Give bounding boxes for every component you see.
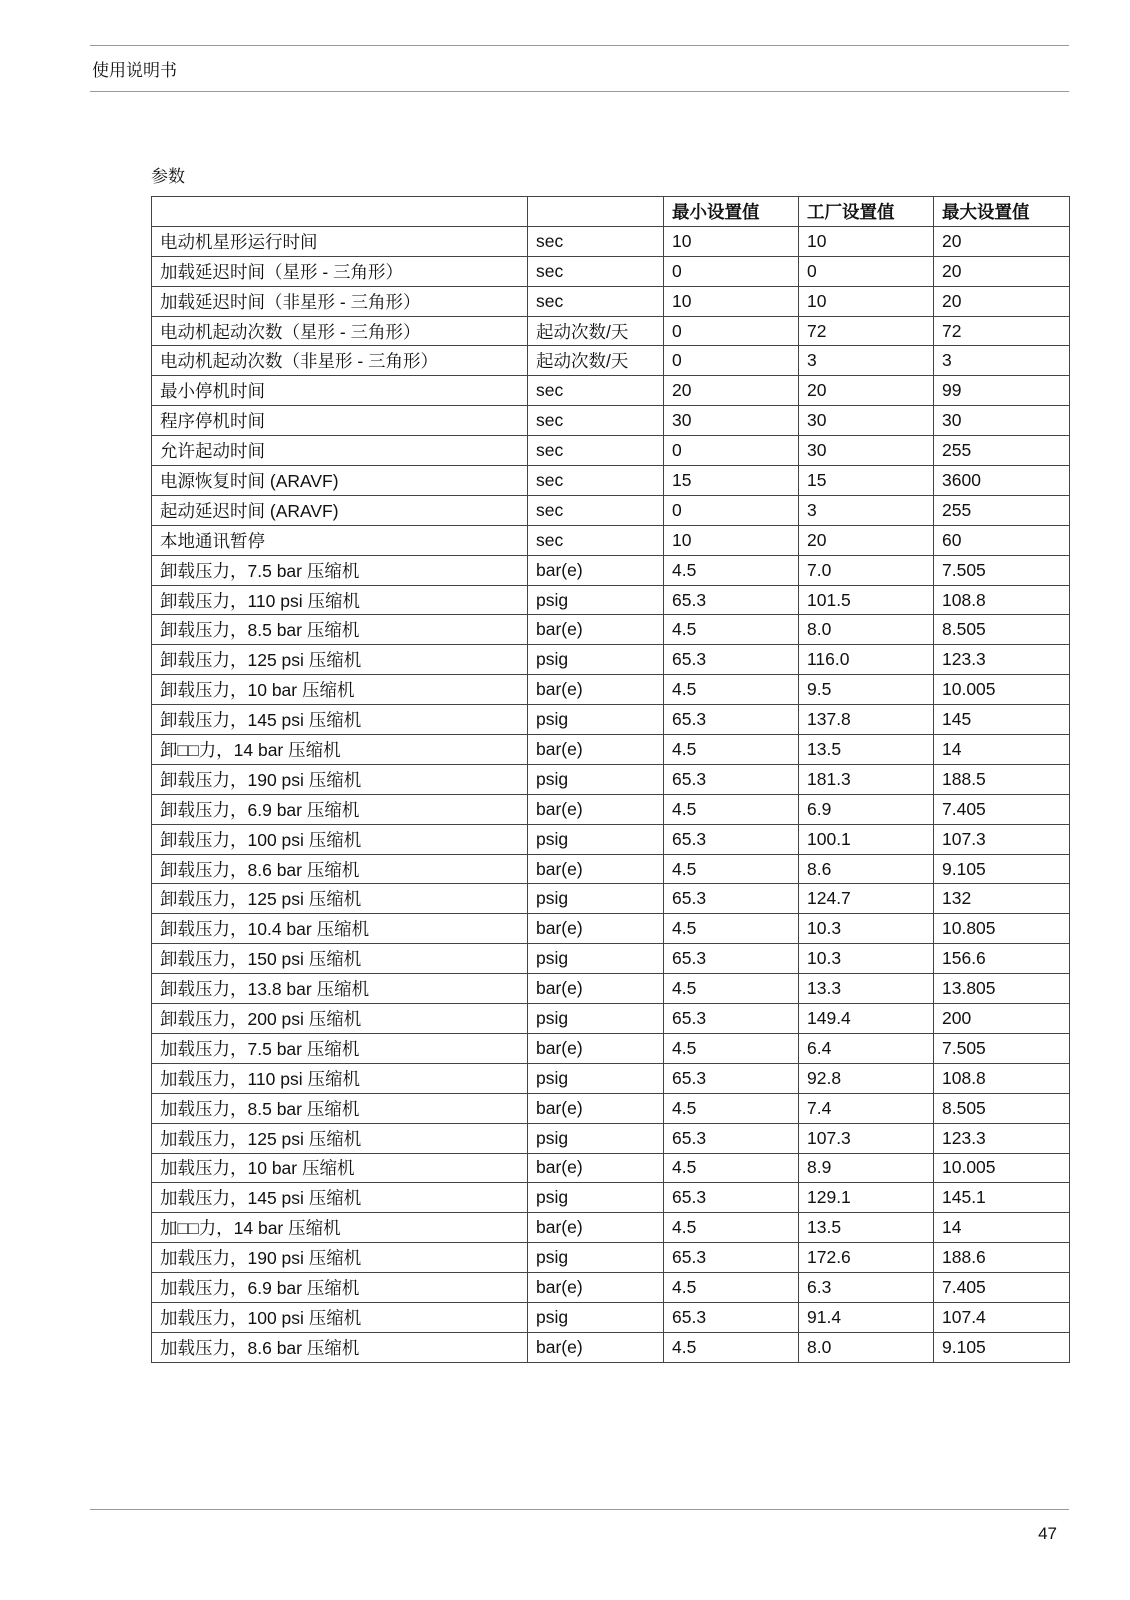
parameter-name-cell: 加载延迟时间（非星形 - 三角形） bbox=[152, 286, 528, 316]
unit-cell: psig bbox=[528, 585, 664, 615]
min-value-cell: 4.5 bbox=[664, 914, 799, 944]
parameter-name-cell: 加载压力，8.6 bar 压缩机 bbox=[152, 1332, 528, 1362]
page-number: 47 bbox=[1038, 1524, 1057, 1543]
parameter-name-cell: 本地通讯暂停 bbox=[152, 525, 528, 555]
max-value-cell: 60 bbox=[934, 525, 1070, 555]
max-value-cell: 145 bbox=[934, 705, 1070, 735]
table-row bbox=[152, 824, 1070, 854]
min-value-cell: 30 bbox=[664, 406, 799, 436]
max-value-cell: 30 bbox=[934, 406, 1070, 436]
min-value-cell: 0 bbox=[664, 495, 799, 525]
max-value-cell: 20 bbox=[934, 256, 1070, 286]
min-value-cell: 65.3 bbox=[664, 645, 799, 675]
table-row bbox=[152, 226, 1070, 256]
table-row bbox=[152, 1243, 1070, 1273]
max-value-cell: 255 bbox=[934, 436, 1070, 466]
factory-value-cell: 13.5 bbox=[799, 735, 934, 765]
parameter-name-cell: 加载延迟时间（星形 - 三角形） bbox=[152, 256, 528, 286]
unit-cell: psig bbox=[528, 1243, 664, 1273]
table-row bbox=[152, 256, 1070, 286]
min-value-cell: 0 bbox=[664, 346, 799, 376]
table-row bbox=[152, 1063, 1070, 1093]
max-value-cell: 7.505 bbox=[934, 1033, 1070, 1063]
unit-cell: sec bbox=[528, 406, 664, 436]
factory-value-cell: 10.3 bbox=[799, 944, 934, 974]
parameter-name-cell: 卸□□力，14 bar 压缩机 bbox=[152, 735, 528, 765]
unit-cell: psig bbox=[528, 944, 664, 974]
max-value-cell: 107.3 bbox=[934, 824, 1070, 854]
parameter-name-cell: 加载压力，10 bar 压缩机 bbox=[152, 1153, 528, 1183]
unit-cell: psig bbox=[528, 884, 664, 914]
column-header-min: 最小设置值 bbox=[664, 197, 799, 227]
factory-value-cell: 6.3 bbox=[799, 1273, 934, 1303]
parameter-name-cell: 加载压力，190 psi 压缩机 bbox=[152, 1243, 528, 1273]
factory-value-cell: 7.4 bbox=[799, 1093, 934, 1123]
column-header-max: 最大设置值 bbox=[934, 197, 1070, 227]
parameter-name-cell: 卸载压力，110 psi 压缩机 bbox=[152, 585, 528, 615]
min-value-cell: 65.3 bbox=[664, 944, 799, 974]
column-header-factory: 工厂设置值 bbox=[799, 197, 934, 227]
unit-cell: sec bbox=[528, 436, 664, 466]
min-value-cell: 4.5 bbox=[664, 735, 799, 765]
table-row bbox=[152, 1183, 1070, 1213]
factory-value-cell: 8.9 bbox=[799, 1153, 934, 1183]
min-value-cell: 0 bbox=[664, 316, 799, 346]
unit-cell: sec bbox=[528, 466, 664, 496]
min-value-cell: 65.3 bbox=[664, 1243, 799, 1273]
max-value-cell: 10.005 bbox=[934, 675, 1070, 705]
factory-value-cell: 72 bbox=[799, 316, 934, 346]
parameter-name-cell: 允许起动时间 bbox=[152, 436, 528, 466]
factory-value-cell: 172.6 bbox=[799, 1243, 934, 1273]
parameter-name-cell: 加载压力，6.9 bar 压缩机 bbox=[152, 1273, 528, 1303]
parameter-name-cell: 卸载压力，125 psi 压缩机 bbox=[152, 645, 528, 675]
min-value-cell: 65.3 bbox=[664, 1302, 799, 1332]
unit-cell: bar(e) bbox=[528, 675, 664, 705]
table-row bbox=[152, 735, 1070, 765]
parameter-name-cell: 加载压力，125 psi 压缩机 bbox=[152, 1123, 528, 1153]
min-value-cell: 65.3 bbox=[664, 1004, 799, 1034]
min-value-cell: 4.5 bbox=[664, 854, 799, 884]
table-row bbox=[152, 1033, 1070, 1063]
max-value-cell: 8.505 bbox=[934, 1093, 1070, 1123]
factory-value-cell: 137.8 bbox=[799, 705, 934, 735]
table-row bbox=[152, 346, 1070, 376]
min-value-cell: 15 bbox=[664, 466, 799, 496]
unit-cell: bar(e) bbox=[528, 555, 664, 585]
table-row bbox=[152, 286, 1070, 316]
parameter-name-cell: 电动机星形运行时间 bbox=[152, 226, 528, 256]
parameter-name-cell: 卸载压力，200 psi 压缩机 bbox=[152, 1004, 528, 1034]
unit-cell: bar(e) bbox=[528, 615, 664, 645]
min-value-cell: 65.3 bbox=[664, 1063, 799, 1093]
table-row bbox=[152, 585, 1070, 615]
unit-cell: bar(e) bbox=[528, 1153, 664, 1183]
max-value-cell: 255 bbox=[934, 495, 1070, 525]
factory-value-cell: 181.3 bbox=[799, 764, 934, 794]
factory-value-cell: 15 bbox=[799, 466, 934, 496]
factory-value-cell: 149.4 bbox=[799, 1004, 934, 1034]
max-value-cell: 3600 bbox=[934, 466, 1070, 496]
unit-cell: bar(e) bbox=[528, 1213, 664, 1243]
min-value-cell: 0 bbox=[664, 256, 799, 286]
max-value-cell: 7.505 bbox=[934, 555, 1070, 585]
max-value-cell: 123.3 bbox=[934, 1123, 1070, 1153]
table-row bbox=[152, 316, 1070, 346]
max-value-cell: 9.105 bbox=[934, 854, 1070, 884]
max-value-cell: 8.505 bbox=[934, 615, 1070, 645]
table-row bbox=[152, 436, 1070, 466]
column-header-name bbox=[152, 197, 528, 227]
factory-value-cell: 20 bbox=[799, 376, 934, 406]
parameter-name-cell: 加载压力，7.5 bar 压缩机 bbox=[152, 1033, 528, 1063]
table-row bbox=[152, 1004, 1070, 1034]
parameter-name-cell: 卸载压力，10 bar 压缩机 bbox=[152, 675, 528, 705]
parameter-name-cell: 加□□力，14 bar 压缩机 bbox=[152, 1213, 528, 1243]
parameter-name-cell: 起动延迟时间 (ARAVF) bbox=[152, 495, 528, 525]
max-value-cell: 14 bbox=[934, 735, 1070, 765]
max-value-cell: 123.3 bbox=[934, 645, 1070, 675]
table-row bbox=[152, 1273, 1070, 1303]
factory-value-cell: 91.4 bbox=[799, 1302, 934, 1332]
table-row bbox=[152, 555, 1070, 585]
unit-cell: bar(e) bbox=[528, 1332, 664, 1362]
factory-value-cell: 13.5 bbox=[799, 1213, 934, 1243]
factory-value-cell: 0 bbox=[799, 256, 934, 286]
min-value-cell: 10 bbox=[664, 226, 799, 256]
table-row bbox=[152, 705, 1070, 735]
factory-value-cell: 10 bbox=[799, 286, 934, 316]
min-value-cell: 4.5 bbox=[664, 1033, 799, 1063]
table-body bbox=[152, 226, 1070, 1362]
column-header-unit bbox=[528, 197, 664, 227]
min-value-cell: 4.5 bbox=[664, 794, 799, 824]
table-row bbox=[152, 1332, 1070, 1362]
unit-cell: sec bbox=[528, 286, 664, 316]
parameter-name-cell: 卸载压力，10.4 bar 压缩机 bbox=[152, 914, 528, 944]
section-title: 参数 bbox=[151, 167, 185, 186]
unit-cell: sec bbox=[528, 525, 664, 555]
unit-cell: psig bbox=[528, 645, 664, 675]
factory-value-cell: 129.1 bbox=[799, 1183, 934, 1213]
factory-value-cell: 13.3 bbox=[799, 974, 934, 1004]
factory-value-cell: 92.8 bbox=[799, 1063, 934, 1093]
unit-cell: psig bbox=[528, 1183, 664, 1213]
parameter-name-cell: 卸载压力，6.9 bar 压缩机 bbox=[152, 794, 528, 824]
min-value-cell: 4.5 bbox=[664, 974, 799, 1004]
table-row bbox=[152, 914, 1070, 944]
unit-cell: sec bbox=[528, 495, 664, 525]
header-top-rule bbox=[90, 45, 1069, 46]
parameter-name-cell: 卸载压力，190 psi 压缩机 bbox=[152, 764, 528, 794]
table-row bbox=[152, 1213, 1070, 1243]
unit-cell: sec bbox=[528, 256, 664, 286]
min-value-cell: 65.3 bbox=[664, 764, 799, 794]
factory-value-cell: 20 bbox=[799, 525, 934, 555]
factory-value-cell: 7.0 bbox=[799, 555, 934, 585]
table-row bbox=[152, 884, 1070, 914]
parameter-name-cell: 加载压力，8.5 bar 压缩机 bbox=[152, 1093, 528, 1123]
unit-cell: bar(e) bbox=[528, 914, 664, 944]
min-value-cell: 65.3 bbox=[664, 824, 799, 854]
parameter-name-cell: 卸载压力，125 psi 压缩机 bbox=[152, 884, 528, 914]
header-bottom-rule bbox=[90, 91, 1069, 92]
table-row bbox=[152, 1302, 1070, 1332]
max-value-cell: 9.105 bbox=[934, 1332, 1070, 1362]
min-value-cell: 20 bbox=[664, 376, 799, 406]
factory-value-cell: 101.5 bbox=[799, 585, 934, 615]
max-value-cell: 156.6 bbox=[934, 944, 1070, 974]
parameter-name-cell: 卸载压力，8.5 bar 压缩机 bbox=[152, 615, 528, 645]
min-value-cell: 4.5 bbox=[664, 1213, 799, 1243]
min-value-cell: 4.5 bbox=[664, 555, 799, 585]
unit-cell: bar(e) bbox=[528, 854, 664, 884]
factory-value-cell: 124.7 bbox=[799, 884, 934, 914]
unit-cell: psig bbox=[528, 764, 664, 794]
document-header-title: 使用说明书 bbox=[92, 61, 177, 80]
max-value-cell: 20 bbox=[934, 226, 1070, 256]
parameter-name-cell: 加载压力，110 psi 压缩机 bbox=[152, 1063, 528, 1093]
factory-value-cell: 6.9 bbox=[799, 794, 934, 824]
unit-cell: 起动次数/天 bbox=[528, 346, 664, 376]
table-row bbox=[152, 376, 1070, 406]
table-row bbox=[152, 406, 1070, 436]
max-value-cell: 188.5 bbox=[934, 764, 1070, 794]
unit-cell: psig bbox=[528, 1004, 664, 1034]
table-row bbox=[152, 764, 1070, 794]
max-value-cell: 13.805 bbox=[934, 974, 1070, 1004]
parameter-name-cell: 电动机起动次数（星形 - 三角形） bbox=[152, 316, 528, 346]
min-value-cell: 65.3 bbox=[664, 1123, 799, 1153]
factory-value-cell: 6.4 bbox=[799, 1033, 934, 1063]
min-value-cell: 4.5 bbox=[664, 675, 799, 705]
max-value-cell: 188.6 bbox=[934, 1243, 1070, 1273]
min-value-cell: 4.5 bbox=[664, 1093, 799, 1123]
unit-cell: sec bbox=[528, 376, 664, 406]
factory-value-cell: 9.5 bbox=[799, 675, 934, 705]
parameter-name-cell: 卸载压力，8.6 bar 压缩机 bbox=[152, 854, 528, 884]
min-value-cell: 4.5 bbox=[664, 1332, 799, 1362]
min-value-cell: 10 bbox=[664, 286, 799, 316]
table-row bbox=[152, 794, 1070, 824]
table-row bbox=[152, 944, 1070, 974]
min-value-cell: 65.3 bbox=[664, 705, 799, 735]
max-value-cell: 108.8 bbox=[934, 585, 1070, 615]
unit-cell: psig bbox=[528, 705, 664, 735]
factory-value-cell: 3 bbox=[799, 346, 934, 376]
table-row bbox=[152, 854, 1070, 884]
factory-value-cell: 30 bbox=[799, 436, 934, 466]
parameters-table bbox=[151, 196, 1070, 1363]
table-row bbox=[152, 495, 1070, 525]
min-value-cell: 4.5 bbox=[664, 615, 799, 645]
parameter-name-cell: 卸载压力，100 psi 压缩机 bbox=[152, 824, 528, 854]
min-value-cell: 4.5 bbox=[664, 1153, 799, 1183]
table-row bbox=[152, 1093, 1070, 1123]
max-value-cell: 72 bbox=[934, 316, 1070, 346]
table-row bbox=[152, 466, 1070, 496]
unit-cell: psig bbox=[528, 824, 664, 854]
parameter-name-cell: 电动机起动次数（非星形 - 三角形） bbox=[152, 346, 528, 376]
max-value-cell: 132 bbox=[934, 884, 1070, 914]
max-value-cell: 10.805 bbox=[934, 914, 1070, 944]
parameter-name-cell: 卸载压力，7.5 bar 压缩机 bbox=[152, 555, 528, 585]
unit-cell: 起动次数/天 bbox=[528, 316, 664, 346]
factory-value-cell: 30 bbox=[799, 406, 934, 436]
max-value-cell: 108.8 bbox=[934, 1063, 1070, 1093]
min-value-cell: 65.3 bbox=[664, 585, 799, 615]
unit-cell: psig bbox=[528, 1063, 664, 1093]
table-row bbox=[152, 1153, 1070, 1183]
unit-cell: bar(e) bbox=[528, 794, 664, 824]
table-row bbox=[152, 525, 1070, 555]
max-value-cell: 7.405 bbox=[934, 794, 1070, 824]
min-value-cell: 65.3 bbox=[664, 1183, 799, 1213]
table-row bbox=[152, 974, 1070, 1004]
min-value-cell: 65.3 bbox=[664, 884, 799, 914]
max-value-cell: 107.4 bbox=[934, 1302, 1070, 1332]
parameter-name-cell: 最小停机时间 bbox=[152, 376, 528, 406]
unit-cell: bar(e) bbox=[528, 1033, 664, 1063]
max-value-cell: 14 bbox=[934, 1213, 1070, 1243]
unit-cell: sec bbox=[528, 226, 664, 256]
max-value-cell: 3 bbox=[934, 346, 1070, 376]
table-row bbox=[152, 615, 1070, 645]
min-value-cell: 0 bbox=[664, 436, 799, 466]
max-value-cell: 145.1 bbox=[934, 1183, 1070, 1213]
footer-rule bbox=[90, 1509, 1069, 1510]
factory-value-cell: 116.0 bbox=[799, 645, 934, 675]
table-header-row bbox=[152, 197, 1070, 227]
unit-cell: bar(e) bbox=[528, 735, 664, 765]
factory-value-cell: 10.3 bbox=[799, 914, 934, 944]
parameter-name-cell: 加载压力，100 psi 压缩机 bbox=[152, 1302, 528, 1332]
unit-cell: bar(e) bbox=[528, 974, 664, 1004]
parameter-name-cell: 加载压力，145 psi 压缩机 bbox=[152, 1183, 528, 1213]
min-value-cell: 10 bbox=[664, 525, 799, 555]
max-value-cell: 10.005 bbox=[934, 1153, 1070, 1183]
factory-value-cell: 8.0 bbox=[799, 615, 934, 645]
min-value-cell: 4.5 bbox=[664, 1273, 799, 1303]
factory-value-cell: 8.0 bbox=[799, 1332, 934, 1362]
unit-cell: bar(e) bbox=[528, 1273, 664, 1303]
unit-cell: psig bbox=[528, 1302, 664, 1332]
parameter-name-cell: 卸载压力，13.8 bar 压缩机 bbox=[152, 974, 528, 1004]
unit-cell: bar(e) bbox=[528, 1093, 664, 1123]
parameter-name-cell: 电源恢复时间 (ARAVF) bbox=[152, 466, 528, 496]
factory-value-cell: 8.6 bbox=[799, 854, 934, 884]
factory-value-cell: 107.3 bbox=[799, 1123, 934, 1153]
table-row bbox=[152, 675, 1070, 705]
table-row bbox=[152, 1123, 1070, 1153]
parameter-name-cell: 卸载压力，150 psi 压缩机 bbox=[152, 944, 528, 974]
unit-cell: psig bbox=[528, 1123, 664, 1153]
max-value-cell: 200 bbox=[934, 1004, 1070, 1034]
table-row bbox=[152, 645, 1070, 675]
parameter-name-cell: 卸载压力，145 psi 压缩机 bbox=[152, 705, 528, 735]
max-value-cell: 99 bbox=[934, 376, 1070, 406]
max-value-cell: 20 bbox=[934, 286, 1070, 316]
factory-value-cell: 3 bbox=[799, 495, 934, 525]
factory-value-cell: 10 bbox=[799, 226, 934, 256]
parameter-name-cell: 程序停机时间 bbox=[152, 406, 528, 436]
max-value-cell: 7.405 bbox=[934, 1273, 1070, 1303]
factory-value-cell: 100.1 bbox=[799, 824, 934, 854]
